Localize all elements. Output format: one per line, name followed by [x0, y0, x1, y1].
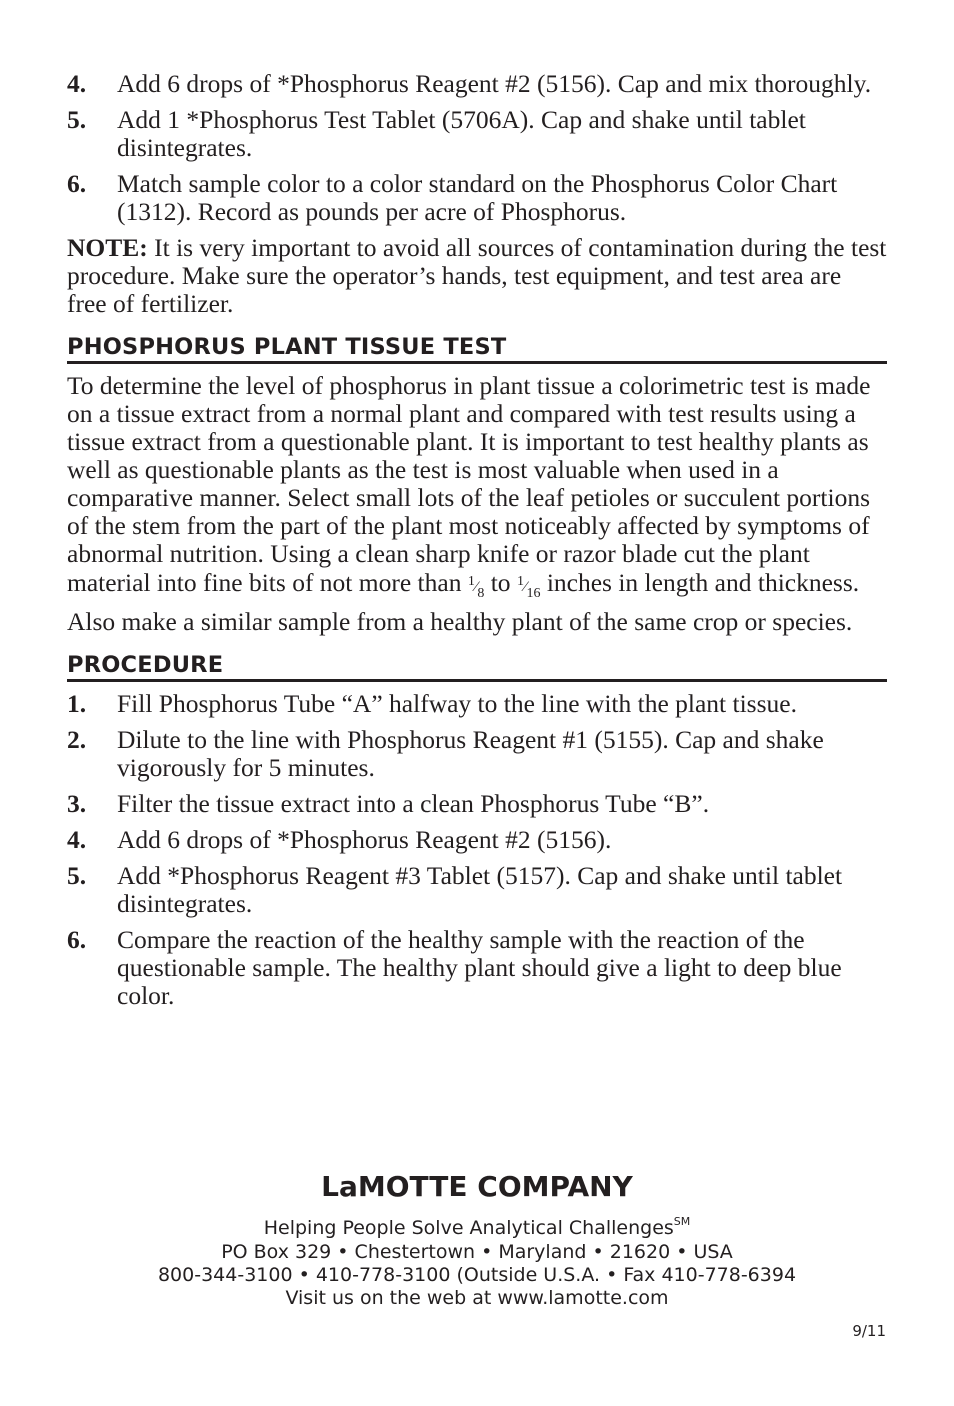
- step-number: 6.: [67, 925, 87, 954]
- company-name: LaMOTTE COMPANY: [321, 1170, 633, 1203]
- procedure-step: [67, 726, 887, 782]
- intro-text-c: inches in length and thickness. Also make a similar sample from a healthy plant of the same crop or species.: [67, 568, 860, 636]
- note-text: It is very important to avoid all sources of contamination during the test procedure. Make sure the operator’s hands, test equipment, and test area are free of fertilizer.: [67, 233, 887, 318]
- step-item: [67, 170, 887, 226]
- fraction-one-sixteenth: $^1⁄_{16}$: [516, 574, 541, 601]
- step-number: 6.: [67, 169, 87, 198]
- step-text: Match sample color to a color standard on the Phosphorus Color Chart (1312). Record as pounds per acre of Phosphorus.: [117, 169, 838, 226]
- step-text: Add *Phosphorus Reagent #3 Tablet (5157). Cap and shake until tablet disintegrates.: [117, 861, 843, 918]
- step-number: 4.: [67, 825, 87, 854]
- postal-address: PO Box 329 • Chestertown • Maryland • 21620 • USA: [221, 1241, 733, 1263]
- intro-text-b: to: [490, 568, 511, 597]
- step-text: Compare the reaction of the healthy sample with the reaction of the questionable sample. The healthy plant should give a light to deep blue color.: [117, 925, 842, 1010]
- step-text: Add 6 drops of *Phosphorus Reagent #2 (5156).: [117, 825, 612, 854]
- page-number: 9/11: [852, 1322, 886, 1340]
- step-number: 1.: [67, 689, 87, 718]
- step-text: Fill Phosphorus Tube “A” halfway to the line with the plant tissue.: [117, 689, 797, 718]
- procedure-step: [67, 690, 887, 718]
- step-number: 3.: [67, 789, 87, 818]
- step-number: 5.: [67, 105, 87, 134]
- manual-page: [67, 70, 887, 1018]
- intro-text-a: To determine the level of phosphorus in plant tissue a colorimetric test is made on a tissue extract from a normal plant and compared with test results using a tissue extract from a questionable plant. It is important to test healthy plants as well as questionable plants as the test is most valuable when used in a comparative manner. Select small lots of the leaf petioles or succulent portions of the stem from the part of the plant most noticeably affected by symptoms of abnormal nutrition. Using a clean sharp knife or razor blade cut the plant material into fine bits of not more than: [67, 371, 871, 597]
- phone-numbers: 800-344-3100 • 410-778-3100 (Outside U.S.A. • Fax 410-778-6394: [157, 1264, 797, 1286]
- procedure-step: [67, 826, 887, 854]
- step-item: [67, 106, 887, 162]
- fraction-numerator: 1: [467, 574, 475, 589]
- company-contact: [0, 1241, 954, 1310]
- note-label: NOTE:: [67, 233, 148, 262]
- fraction-numerator: 1: [516, 574, 524, 589]
- step-text: Add 6 drops of *Phosphorus Reagent #2 (5156). Cap and mix thoroughly.: [117, 69, 872, 98]
- intro-paragraph: [67, 372, 887, 636]
- tagline-text: Helping People Solve Analytical Challenges: [263, 1217, 674, 1239]
- fraction-one-eighth: $^1⁄_8$: [467, 574, 485, 601]
- procedure-list: [67, 690, 887, 1010]
- step-number: 4.: [67, 69, 87, 98]
- website-text: Visit us on the web at www.lamotte.com: [285, 1287, 669, 1309]
- steps-top-list: [67, 70, 887, 226]
- section-heading-procedure: PROCEDURE: [67, 652, 887, 682]
- step-item: [67, 70, 887, 98]
- step-number: 5.: [67, 861, 87, 890]
- section-heading-plant-tissue: PHOSPHORUS PLANT TISSUE TEST: [67, 334, 887, 364]
- step-text: Filter the tissue extract into a clean Phosphorus Tube “B”.: [117, 789, 710, 818]
- procedure-step: [67, 926, 887, 1010]
- step-text: Add 1 *Phosphorus Test Tablet (5706A). Cap and shake until tablet disintegrates.: [117, 105, 806, 162]
- fraction-denominator: 16: [526, 586, 541, 601]
- company-tagline: [0, 1209, 954, 1241]
- step-number: 2.: [67, 725, 87, 754]
- procedure-step: [67, 790, 887, 818]
- note-paragraph: [67, 234, 887, 318]
- service-mark: SM: [673, 1215, 691, 1228]
- procedure-step: [67, 862, 887, 918]
- step-text: Dilute to the line with Phosphorus Reagent #1 (5155). Cap and shake vigorously for 5 minutes.: [117, 725, 824, 782]
- fraction-denominator: 8: [477, 586, 485, 601]
